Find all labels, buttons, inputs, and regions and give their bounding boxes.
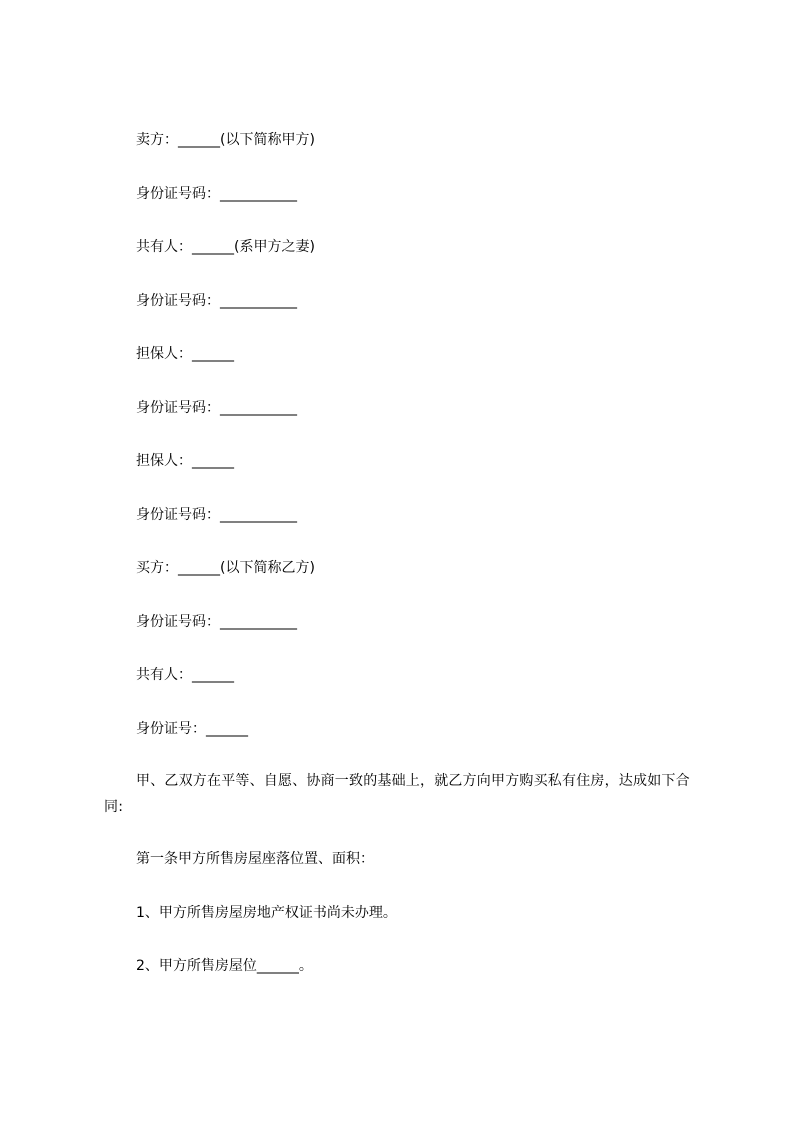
guarantor-1-line: 担保人：______ (136, 346, 234, 362)
guarantor-2-line: 担保人：______ (136, 453, 234, 469)
guarantor-1-id-line: 身份证号码：___________ (136, 400, 297, 416)
buyer-line: 买方：______(以下简称乙方) (136, 560, 315, 576)
seller-co-owner-id-line: 身份证号码：___________ (136, 293, 297, 309)
seller-co-owner-line: 共有人：______(系甲方之妻) (136, 239, 315, 255)
buyer-id-line: 身份证号码：___________ (136, 614, 297, 630)
buyer-co-owner-line: 共有人：______ (136, 667, 234, 683)
guarantor-2-id-line: 身份证号码：___________ (136, 507, 297, 523)
intro-paragraph: 甲、乙双方在平等、自愿、协商一致的基础上，就乙方向甲方购买私有住房，达成如下合同: (104, 773, 690, 815)
article-1-item-1: 1、甲方所售房屋房地产权证书尚未办理。 (136, 905, 397, 921)
seller-line: 卖方：______(以下简称甲方) (136, 132, 315, 148)
seller-id-line: 身份证号码：___________ (136, 186, 297, 202)
buyer-co-owner-id-line: 身份证号：______ (136, 721, 248, 737)
article-1-item-2: 2、甲方所售房屋位______。 (136, 958, 313, 974)
article-1-title: 第一条甲方所售房屋座落位置、面积： (136, 851, 374, 867)
